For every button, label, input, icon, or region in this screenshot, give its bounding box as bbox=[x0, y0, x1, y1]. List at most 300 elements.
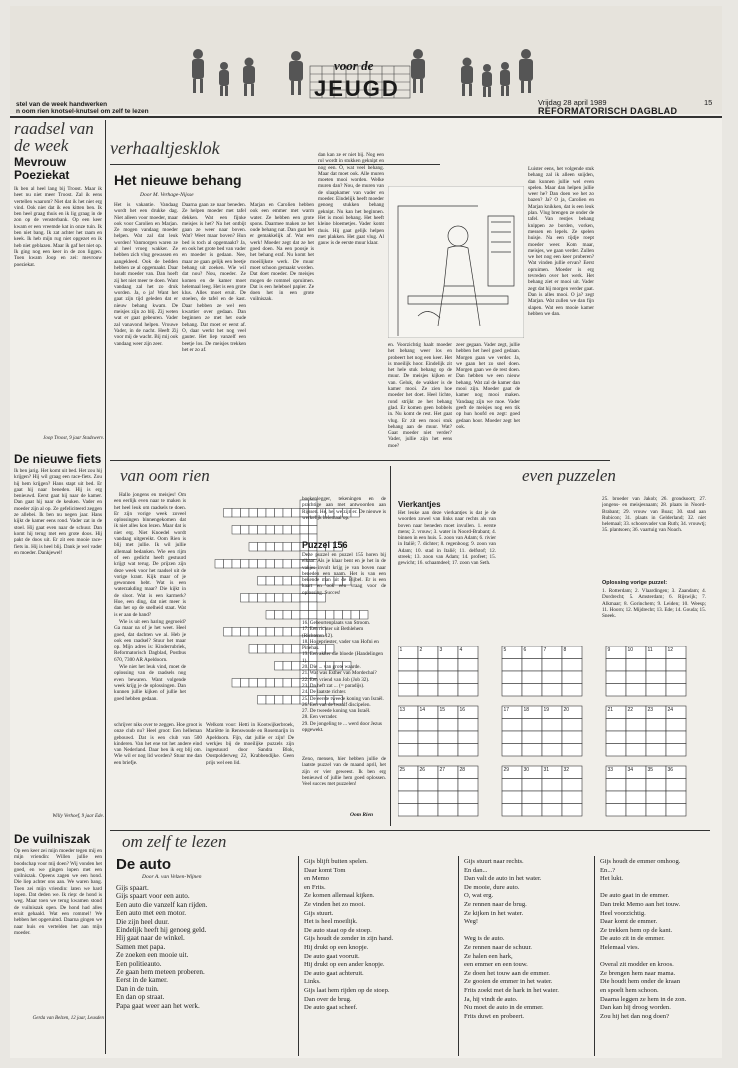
crossword-cell bbox=[266, 577, 275, 586]
oom-closing: Zeno, mensen, hier hebben jullie de laatste puzzel van de maand april, het zijn er vier geweest. Ik ben erg benieuwd of jullie hem goed oplossen. Veel succes met puzzelen! bbox=[302, 756, 386, 788]
vierkantje-number: 18 bbox=[523, 707, 530, 713]
vierkantje-number: 24 bbox=[667, 707, 674, 713]
reading-line: Hij drukt op een ander knopje. bbox=[304, 961, 385, 969]
crossword-cell bbox=[275, 679, 284, 688]
vierkantjes-title: Vierkantjes bbox=[398, 500, 441, 509]
vierkantje-number: 13 bbox=[399, 707, 406, 713]
crossword-cell bbox=[283, 543, 292, 552]
reading-line: Een auto die vanzelf kan rijden. bbox=[116, 900, 208, 909]
vierkantje-cell bbox=[606, 684, 626, 697]
puzzle-title: Puzzel 156 bbox=[302, 540, 348, 550]
zelf-section-heading: om zelf te lezen bbox=[122, 832, 227, 851]
vierkantje-cell bbox=[398, 659, 418, 672]
reading-line: Dan trekt Memo aan het touw. bbox=[600, 900, 681, 908]
reading-line: Samen met papa. bbox=[116, 942, 166, 951]
reading-line: Ze vinden het zo mooi. bbox=[304, 900, 365, 908]
zelf-divider-1 bbox=[298, 856, 299, 1056]
clue-item: 24. De laatste richter. bbox=[302, 689, 347, 696]
crossword-cell bbox=[275, 696, 284, 705]
story-title: Het nieuwe behang bbox=[114, 172, 242, 188]
crossword-cell bbox=[224, 509, 233, 518]
vierkantje-number: 23 bbox=[647, 707, 654, 713]
vierkantje-cell bbox=[646, 719, 666, 732]
vierkantje-number: 21 bbox=[607, 707, 614, 713]
vierkantje-cell bbox=[458, 744, 478, 757]
crossword-cell bbox=[283, 594, 292, 603]
left-section-heading: raadsel van de week bbox=[14, 119, 94, 155]
vierkantje-cell bbox=[626, 804, 646, 817]
vierkantje-cell bbox=[646, 659, 666, 672]
oom-section-heading: van oom rien bbox=[120, 466, 210, 485]
reading-line: Gijs spaart. bbox=[116, 884, 149, 892]
crossword-cell bbox=[232, 560, 241, 569]
masthead bbox=[10, 6, 722, 114]
reading-line: En dan... bbox=[464, 866, 488, 874]
crossword-cell bbox=[283, 696, 292, 705]
zelf-author: Door A. van Velzen-Wijnen bbox=[142, 874, 202, 880]
reading-line bbox=[464, 927, 590, 936]
article-title-vuilniszak: De vuilniszak bbox=[14, 832, 91, 846]
reading-line: Ze gooien de emmer in het water. bbox=[464, 978, 553, 986]
crossword-cell bbox=[292, 543, 301, 552]
crossword-cell bbox=[275, 543, 284, 552]
vierkantje-cell bbox=[418, 684, 438, 697]
vierkantje-cell bbox=[458, 731, 478, 744]
article-body-nieuwe-fiets: Ik ben jarig. Het komt uit bed. Het zou hij krijgen? Hij wil graag een race-fiets. Zou hij hem krijgen? Hans stapt uit bed. Er gaat hij naar beneden. Hij is erg benieuwd. Eerst gaat hij naar de kamer. Dan gaat hij naar de keuken. Vader en moeder zijn al op. Ze gefeliciteerd zeggen ze allebei. Ik ben nu negen jaar. Hans kijkt de kamer eens rond. Vader zat in de stoel. Hij gaat even naar de schuur. Dan komt hij terug met een grote doos. Hij pakt de doos uit. Er zit een mooie race-fiets in. Hij is heel blij. Dank je wel vader en moeder. Dankjewel! bbox=[14, 468, 102, 556]
zelf-col-3 bbox=[464, 858, 590, 1021]
reading-line: Ze gaan hem meteen proberen. bbox=[116, 968, 205, 977]
clue-item: 17. Een richter uit Bethlehem (Richteren 12). bbox=[302, 626, 364, 639]
story-section-heading: verhaaltjesklok bbox=[110, 138, 220, 158]
masthead-rule bbox=[10, 116, 722, 118]
reading-line: De auto gaat achteruit. bbox=[304, 969, 364, 977]
article-body-vuilniszak: Op een keer zei mijn moeder tegen mij en mijn vriendin: Willen jullie een boodschap voor mij doen? Wij vonden het goed, en we gingen lopen met een vuilniszak. Opeens zagen we een hond. Die liep achter ons aan. We waren bang. Toen zei mijn vriendin: laten we hard lopen. Dat deden we. Ik riep: de hond is weg. Maar toen we terug kwamen stond de vuilniszak open. De hond had alles eruit gehaald. Wat een rommel! We hebben het opgeruimd. Daarna gingen we naar huis en vertelden het aan mijn moeder. bbox=[14, 848, 102, 936]
vierkantje-cell bbox=[562, 779, 582, 792]
vierkantje-cell bbox=[606, 779, 626, 792]
reading-line: Ze doen het touw aan de emmer. bbox=[464, 969, 550, 977]
vierkantje-cell bbox=[562, 671, 582, 684]
reading-line: De auto gaat vooruit. bbox=[304, 952, 360, 960]
reading-line: De auto zit in de emmer. bbox=[600, 935, 665, 943]
crossword-cell bbox=[283, 560, 292, 569]
vierkantje-cell bbox=[626, 659, 646, 672]
crossword-cell bbox=[258, 560, 267, 569]
clue-item: 22. Een vriend van Job (Job 32). bbox=[302, 676, 370, 683]
vierkantje-cell bbox=[626, 731, 646, 744]
crossword-cell bbox=[275, 577, 284, 586]
reading-line: Helemaal vies. bbox=[600, 943, 640, 951]
crossword-cell bbox=[283, 662, 292, 671]
vierkantje-cell bbox=[458, 719, 478, 732]
story-author: Door M. Verhage-Nijsse bbox=[140, 192, 194, 198]
reading-line: en spoelt hem schoon. bbox=[600, 986, 659, 994]
vierkantje-cell bbox=[502, 671, 522, 684]
reading-line: De auto gaat in de emmer. bbox=[600, 892, 670, 900]
vierkantjes-grids bbox=[398, 646, 718, 828]
vierkantje-cell bbox=[666, 719, 686, 732]
reading-line: O, wat erg. bbox=[464, 892, 494, 900]
vierkantje-number: 7 bbox=[543, 647, 547, 653]
reading-line: Dan over de brug. bbox=[304, 995, 352, 1003]
article-title-nieuwe-fiets: De nieuwe fiets bbox=[14, 452, 102, 466]
vierkantje-cell bbox=[606, 744, 626, 757]
reading-line: Daar komt de emmer. bbox=[600, 918, 658, 926]
vierkantje-number: 27 bbox=[439, 767, 446, 773]
story-col-3: Marjan en Carolien hebben ook een emmer met warm water. Ze hebben een grote spons. Daarmee maken ze het oude behang nat. Dan gaat het er gemakkelijk af. Wat een werk! Moeder zegt dat ze het goed doen. Na een poosje is het behang eraf. Nu komt het moeilijkste werk. De muur moet schoon gemaakt worden. Dat doet moeder. De meisjes mogen de rommel opruimen. Dat is een heleboel papier. Ze doen het in een grote vuilniszak. bbox=[250, 202, 314, 303]
vierkantje-number: 15 bbox=[439, 707, 446, 713]
crossword-cell bbox=[241, 526, 250, 535]
vierkantje-cell bbox=[438, 744, 458, 757]
crossword-cell bbox=[258, 628, 267, 637]
vierkantje-cell bbox=[606, 731, 626, 744]
reading-line: Eindelijk heeft hij genoeg geld. bbox=[116, 926, 207, 935]
crossword-cell bbox=[266, 628, 275, 637]
crossword-cell bbox=[283, 679, 292, 688]
vierkantje-cell bbox=[398, 804, 418, 817]
reading-line: Ze trekken hem op de kant. bbox=[600, 926, 673, 934]
vierkantje-number: 16 bbox=[459, 707, 466, 713]
crossword-cell bbox=[249, 594, 258, 603]
vierkantje-cell bbox=[542, 779, 562, 792]
reading-line: Papa gaat weer aan het werk. bbox=[116, 1001, 200, 1010]
vierkantje-number: 11 bbox=[647, 647, 653, 653]
crossword-cell bbox=[292, 560, 301, 569]
vierkantje-cell bbox=[542, 804, 562, 817]
vierkantje-cell bbox=[522, 719, 542, 732]
crossword-cell bbox=[266, 560, 275, 569]
puzzle-column-divider bbox=[390, 466, 391, 826]
vierkantje-number: 26 bbox=[419, 767, 426, 773]
crossword-cell bbox=[258, 696, 267, 705]
vierkantje-number: 28 bbox=[459, 767, 466, 773]
vierkantje-number: 17 bbox=[503, 707, 510, 713]
reading-line: Eerst in de kamer. bbox=[116, 976, 168, 985]
zelf-divider-3 bbox=[594, 856, 595, 1056]
reading-line: Frits zoekt met de hark in het water. bbox=[464, 986, 559, 994]
vierkantje-number: 31 bbox=[543, 767, 550, 773]
vierkantje-cell bbox=[562, 659, 582, 672]
reading-line: Ze halen een hark, bbox=[464, 952, 513, 960]
crossword-cell bbox=[249, 526, 258, 535]
reading-line: En...? bbox=[600, 866, 616, 874]
vierkantje-cell bbox=[562, 684, 582, 697]
crossword-cell bbox=[258, 594, 267, 603]
vierkantje-cell bbox=[606, 791, 626, 804]
zelf-divider-2 bbox=[458, 856, 459, 1056]
crossword-cell bbox=[275, 662, 284, 671]
vierkantje-cell bbox=[502, 791, 522, 804]
crossword-cell bbox=[292, 611, 301, 620]
reading-line: Gijs laat hem rijden op de stoep. bbox=[304, 986, 390, 994]
newspaper-page bbox=[10, 6, 722, 1058]
crossword-cell bbox=[249, 560, 258, 569]
logo-voor-de: voor de bbox=[334, 58, 374, 73]
reading-line: Links. bbox=[304, 978, 321, 986]
crossword-cell bbox=[292, 577, 301, 586]
crossword-cell bbox=[266, 645, 275, 654]
vierkantje-cell bbox=[646, 684, 666, 697]
crossword-cell bbox=[283, 628, 292, 637]
vierkantje-cell bbox=[522, 659, 542, 672]
vierkantje-number: 33 bbox=[607, 767, 614, 773]
vierkantje-cell bbox=[626, 779, 646, 792]
vierkantje-cell bbox=[458, 684, 478, 697]
crossword-cell bbox=[266, 611, 275, 620]
vierkantje-cell bbox=[418, 779, 438, 792]
oom-bottom-mid: Welkom voor: Hetti in Kootwijkerbroek, Mariëtte in Renswoude en Rosemarijn in Apeldoorn. Fijn, dat jullie er zijn! De werkjes bij de moeilijke puzzels zijn ingestuurd door Sandra Blok, Oostpolderweg 22, Krabbendijke. Geen prijs wel een lid. bbox=[206, 722, 294, 766]
vierkantje-number: 6 bbox=[523, 647, 527, 653]
reading-line: en Memo bbox=[304, 875, 330, 883]
story-col-5: en. Voorzichtig haalt moeder het behang weer los en probeert het nog een keer. Het is moeilijk hoor. Eindelijk zit het hele stuk behang op de muur. De meisjes kijken er van. Geluk, de wakker is de kamer mooi. Ze zien hoe moeder het doet. Heel lichte, rond strijkt ze het behang glad. Er komen geen bobbels in. Nu komt de rest. Het gaat vlug. Er zit een mooi stuk behang aan de muur. Wat? Gaat moeder niet verder? Vader, jullie zijn het eens moe? bbox=[388, 342, 452, 449]
reading-line: Een auto met een motor. bbox=[116, 909, 187, 918]
story-col-6: zeer gegaan. Vader zegt, jullie hebben het heel goed gedaan. Morgen gaan we verder. Ja, we gaan het zo snel doen. Morgen gaan we de rest doen. Dan hebben we een nieuw behang. Wat zal de kamer dan mooi zijn. Moeder gaat de kamer nog mooi maken. Vandaag zijn we moe. Vader geeft de meisjes nog een tik op hun hoofd en zegt: goed gedaan hoor. Moeder zegt het ook. bbox=[456, 342, 520, 430]
reading-line: Gijs blijft buiten spelen. bbox=[304, 858, 368, 865]
vierkantje-cell bbox=[502, 744, 522, 757]
crossword-cell bbox=[292, 594, 301, 603]
vierkantje-cell bbox=[418, 804, 438, 817]
vierkantje-cell bbox=[502, 659, 522, 672]
vierkantje-cell bbox=[438, 719, 458, 732]
oom-intro-p2: Wie is uit een haring gegroeid? Ga maar na of je het weet. Heel goed, dat dachten we al. Heb je ook een raadsel? Stuur het maar op. Mijn adres is: Kinderrubriek, Reformatorisch Dagblad, Postbus 670, 7300 AR Apeldoorn. bbox=[114, 618, 186, 663]
vierkantje-cell bbox=[418, 791, 438, 804]
vierkantje-cell bbox=[418, 719, 438, 732]
crossword-cell bbox=[292, 662, 301, 671]
vierkantje-cell bbox=[562, 719, 582, 732]
vierkantje-cell bbox=[606, 659, 626, 672]
vierkantje-number: 12 bbox=[667, 647, 674, 653]
vierkantje-cell bbox=[398, 671, 418, 684]
oom-bottom-left: schrijver niks over te zeggen. Hoe groot is onze club nu? Heel groot: Een helleman gebouwd. Dat is een club van 500 kinderen. Van het ene tot het andere eind van Nederland. Daar ben ik erg blij om. Wie wil er nog lid worden? Stuur me dan een briefje. bbox=[114, 722, 202, 766]
vierkantje-cell bbox=[562, 791, 582, 804]
vierkantje-number: 29 bbox=[503, 767, 510, 773]
reading-line: Ze brengen hem naar mama. bbox=[600, 969, 676, 977]
reading-line: Dan kan hij droog worden. bbox=[600, 1004, 671, 1012]
clue-item: 29. De jongeling te ... werd door Jezus opgewekt. bbox=[302, 720, 382, 734]
article-title-mevrouw-poeziekat: Mevrouw Poeziekat bbox=[14, 155, 70, 182]
reading-line bbox=[600, 953, 718, 962]
puzzel-section-heading: even puzzelen bbox=[522, 466, 616, 485]
crossword-cell bbox=[232, 526, 241, 535]
vierkantje-number: 36 bbox=[667, 767, 674, 773]
vierkantje-cell bbox=[458, 779, 478, 792]
vierkantje-cell bbox=[458, 671, 478, 684]
reading-line: Overal zit modder en kroos. bbox=[600, 961, 674, 969]
vierkantje-cell bbox=[398, 731, 418, 744]
vierkantje-cell bbox=[438, 671, 458, 684]
crossword-cell bbox=[292, 645, 301, 654]
zelf-top-rule bbox=[110, 830, 710, 831]
crossword-cell bbox=[258, 577, 267, 586]
vierkantje-cell bbox=[398, 744, 418, 757]
reading-line: Gijs stuurt. bbox=[304, 909, 334, 917]
vierkantje-cell bbox=[606, 804, 626, 817]
reading-line: een emmer en een touw. bbox=[464, 961, 528, 969]
crossword-cell bbox=[266, 679, 275, 688]
crossword-cell bbox=[283, 526, 292, 535]
vierkantje-number: 30 bbox=[523, 767, 530, 773]
vierkantje-cell bbox=[438, 659, 458, 672]
vierkantje-cell bbox=[458, 791, 478, 804]
left-column-divider bbox=[105, 120, 106, 1054]
vierkantje-cell bbox=[646, 744, 666, 757]
oom-intro bbox=[114, 492, 186, 720]
crossword-cell bbox=[258, 679, 267, 688]
crossword-cell bbox=[241, 560, 250, 569]
crossword-cell bbox=[283, 509, 292, 518]
vierkantje-cell bbox=[666, 791, 686, 804]
vierkantje-number: 35 bbox=[647, 767, 654, 773]
vierkantje-cell bbox=[542, 744, 562, 757]
vierkantje-cell bbox=[398, 791, 418, 804]
vierkantjes-right-text: 25. broeder van Jakob; 26. grondsoort; 27. jongens- en meisjesnaam; 28. plaats in Noord-Brabant; 29. vrouw van Boaz; 30. stad aan Rubicon; 31. plaats in Gelderland; 32. niet helemaal; 33. schoonvader van Ruth; 34. vrouwtj; 35. plantsoen; 36. vaartuig van Noach. bbox=[602, 496, 706, 534]
signature-1: Joop Troost, 9 jaar Stadswerv. bbox=[43, 436, 104, 441]
crossword-cell bbox=[249, 645, 258, 654]
reading-line bbox=[600, 884, 718, 893]
crossword-cell bbox=[258, 543, 267, 552]
vierkantje-cell bbox=[646, 804, 666, 817]
vierkantje-cell bbox=[398, 719, 418, 732]
reading-line: Dan valt de auto in het water. bbox=[464, 875, 542, 883]
clue-item: 20. Die ... van grote waarde. bbox=[302, 664, 361, 671]
vierkantje-cell bbox=[666, 659, 686, 672]
clue-item: 28. Een verrader. bbox=[302, 714, 338, 721]
reading-line: Gijs spaart voor een auto. bbox=[116, 892, 190, 901]
signature-2: Willy Verhoef, 9 jaar Ede. bbox=[52, 814, 104, 819]
vierkantje-cell bbox=[438, 804, 458, 817]
crossword-cell bbox=[275, 628, 284, 637]
crossword-cell bbox=[258, 645, 267, 654]
clue-item: 25. De eerste tweede koning van Israël. bbox=[302, 695, 384, 702]
page-number: 15 bbox=[704, 98, 713, 107]
vierkantje-cell bbox=[626, 744, 646, 757]
crossword-cell bbox=[275, 611, 284, 620]
vierkantje-cell bbox=[438, 791, 458, 804]
vierkantje-cell bbox=[646, 671, 666, 684]
reading-line: Gijs houdt de zender in zijn hand. bbox=[304, 935, 394, 943]
vierkantje-cell bbox=[542, 671, 562, 684]
zelf-col-2 bbox=[304, 858, 454, 1013]
vierkantje-cell bbox=[438, 779, 458, 792]
crossword-cell bbox=[241, 594, 250, 603]
clue-item: 26. Een van de twaalf discipelen. bbox=[302, 701, 371, 708]
vierkantje-cell bbox=[522, 779, 542, 792]
vierkantje-cell bbox=[522, 804, 542, 817]
reading-line: Ze rennen naar de schuur. bbox=[464, 943, 532, 951]
reading-line: Zou hij het dan nog doen? bbox=[600, 1012, 670, 1020]
vierkantje-cell bbox=[542, 659, 562, 672]
vierkantje-number: 2 bbox=[419, 647, 423, 653]
clue-item: 23. Da heft zat ... (= paradijs). bbox=[302, 682, 365, 689]
vierkantje-cell bbox=[418, 731, 438, 744]
crossword-cell bbox=[258, 509, 267, 518]
reading-line: Ze rennen naar de brug. bbox=[464, 900, 527, 908]
clue-item: 21. Wat was Esther van Mordechai? bbox=[302, 670, 377, 677]
story-col-4: dan kan ze er niet bij. Nog een rol wordt in stukken geknipt en nog een. O, wat veel behang. Maar dat moet ook. Alle muren moeten mooi worden. Welke muren dan? Nou, de muren van de slaapkamer van vader en moeder. Eindelijk heeft moeder genoeg stukken behang geknipt. Nu kan het beginnen. Het is mooi behang. Het heeft kleine bloemetjes. Vader komt thuis. Hij gaat gelijk helpen met plakken. Het gaat vlug. Al gauw is de eerste muur klaar. bbox=[318, 152, 384, 247]
story-col-1: Het is vakantie. Vandaag wordt het een drukke dag. Niet alleen voor moeder, maar ook voor Carolien en Marjan. Ze mogen vandaag moeder helpen. Wat zal dat leuk worden! Vanmorgen waren ze al heel vroeg wakker. Ze hebben zich vlug gewassen en aangekleed. Ook de bedden hebben ze al opgemaakt. Daar houdt moeder van. Dan hoeft zij het niet meer te doen. Want vandaag zal het zo druk worden. Ja, o ja! Want het gaat zijn tijd geleden dat er nieuw behang kwam. De meisjes zijn zo blij. Zij weten wat er gaat gebeuren. Vader zal vanavond helpen. Vrouwe Vader, in de nacht. Heeft Zij voor mij de wacht. Bij mij ook vandaag weer zijn zeer. bbox=[114, 202, 178, 347]
clue-item: 19. Een akker die bloede (Handelingen 1). bbox=[302, 651, 383, 664]
vierkantje-number: 32 bbox=[563, 767, 570, 773]
crossword-cell bbox=[249, 679, 258, 688]
reading-line: Ze kijken in het water. bbox=[464, 909, 524, 917]
crossword-cell bbox=[215, 560, 224, 569]
masthead-left-line1: stel van de week handwerken bbox=[16, 101, 108, 108]
crossword-cell bbox=[292, 679, 301, 688]
signature-3: Gerda van Belzen, 12 jaar, Leusden bbox=[32, 1016, 104, 1021]
article-body-mevrouw-poeziekat: Ik ben al heel lang bij Troost. Maar ik heet nu niet meer Troost. Zal ik eens vertellen waarom? Niet dat ik het niet erg vind. Ook niet dat ik een kitten ben. Ik ben heel graag thuis en ik lig graag in de zon op de vensterbank. Op een keer kwam er een vreemde kat in onze tuin. Ik ben niet bang. Ik zat achter het raam en keek. Ik heb mijn rug niet opgezet en ik heb niet geblazen. Maar ik gaf het niet op. Ik ging nog een keer in de zon liggen. Toen kwam Joop en zei: mevrouw poeziekat. bbox=[14, 186, 102, 268]
crossword-cell bbox=[232, 509, 241, 518]
vierkantje-cell bbox=[502, 779, 522, 792]
vierkantje-cell bbox=[458, 659, 478, 672]
clue-item: 18. Hogepriester, vader van Hofni en Pinehas. bbox=[302, 638, 379, 652]
reading-line: Die houdt hem onder de kraan bbox=[600, 978, 681, 986]
vierkantje-cell bbox=[502, 684, 522, 697]
reading-line: Weg is de auto. bbox=[464, 935, 505, 943]
vierkantje-cell bbox=[626, 791, 646, 804]
vierkantje-cell bbox=[542, 791, 562, 804]
vierkantje-number: 3 bbox=[439, 647, 443, 653]
vierkantje-cell bbox=[666, 671, 686, 684]
crossword-cell bbox=[241, 509, 250, 518]
reading-line: Ze komen allemaal kijken. bbox=[304, 892, 375, 900]
vierkantje-cell bbox=[666, 684, 686, 697]
vierkantje-cell bbox=[646, 791, 666, 804]
story-col-2: Daarna gaan ze naar beneden. Ze helpen moeder met tafel dekken. Wat een fijnke meisjes is het? Na het ontbijt gaan ze weer naar boven. Wat? Weet maar boven? Hun bed is toch al opgemaakt? Ja, en ook het grote bed van vader en moeder is gedaan. Nee, maar ze gaan gelijk een beetje behang uit zoeken. Wie wil dat nou? Nou, moeder. Ze komen en de kamer moet helemaal leeg. Het is een grote klus. Alles moet eruit. De stoelen, de tafel en de kast. Daar hebben ze wel een kwartier over gedaan. Dan beginnen ze met het oude behang. Dat moet er eerst af. O, daar werkt het nog veel gauter. Het liep vanzelf een beetje los. De meisjes trekken het er zo af. bbox=[182, 202, 246, 353]
vierkantje-number: 10 bbox=[627, 647, 634, 653]
reading-line: Daarna leggen ze hem in de zon. bbox=[600, 995, 687, 1003]
reading-line: Hij gaat naar de winkel. bbox=[116, 934, 185, 943]
vierkantje-number: 1 bbox=[399, 647, 403, 653]
vierkantje-cell bbox=[418, 744, 438, 757]
vierkantje-cell bbox=[398, 684, 418, 697]
clue-item: 27. De tweede koning van Israël. bbox=[302, 708, 371, 715]
vierkantjes-text: Het leuke aan deze vierkantjes is dat je de woorden zowel van links naar rechts als van boven naar beneden moet invullen. 1. eerste mens; 2. vrouw; 3. water in Noord-Brabant; 4. binnen in een huis. 5. zoon van Adam; 6. rivier in Italië; 7. dichter; 8. regenboog; 9. zoon van Adam; 10. stad in Italië; 11. delfstof; 12. streek; 13. zoon van Adam; 14. profeet; 15. gewicht; 16. schaamdeel; 17. zoon van Seth. bbox=[398, 510, 496, 567]
crossword-cell bbox=[275, 526, 284, 535]
vierkantje-number: 4 bbox=[459, 647, 463, 653]
vierkantje-cell bbox=[626, 671, 646, 684]
crossword-cell bbox=[275, 560, 284, 569]
crossword-cell bbox=[258, 526, 267, 535]
crossword-cell bbox=[249, 628, 258, 637]
vierkantje-cell bbox=[522, 684, 542, 697]
vierkantje-cell bbox=[542, 719, 562, 732]
oplossing-title: Oplossing vorige puzzel: bbox=[602, 580, 668, 586]
reading-line: De auto gaat scheef. bbox=[304, 1004, 358, 1012]
clue-item: 16. Gebeortenplaats van Stroom. bbox=[302, 620, 371, 626]
reading-line: Heel voorzichtig. bbox=[600, 909, 646, 917]
vierkantje-cell bbox=[522, 731, 542, 744]
reading-line: Een politieauto. bbox=[116, 959, 162, 968]
vierkantje-cell bbox=[562, 744, 582, 757]
vierkantje-number: 34 bbox=[627, 767, 634, 773]
vierkantje-cell bbox=[398, 779, 418, 792]
reading-line: De mooie, dure auto. bbox=[464, 883, 520, 891]
reading-line: Nu moet de auto in de emmer. bbox=[464, 1004, 544, 1012]
vierkantje-cell bbox=[502, 804, 522, 817]
zelf-col-1 bbox=[116, 884, 294, 1010]
crossword-cell bbox=[292, 526, 301, 535]
vierkantje-cell bbox=[458, 804, 478, 817]
crossword-cell bbox=[266, 509, 275, 518]
crossword-cell bbox=[275, 645, 284, 654]
reading-line: Frits duwt en probeert. bbox=[464, 1012, 525, 1020]
crossword-cell bbox=[249, 543, 258, 552]
crossword-cell bbox=[283, 577, 292, 586]
logo-jeugd: JEUGD bbox=[314, 76, 400, 101]
story-rule bbox=[110, 164, 440, 165]
reading-line: Daar komt Tom bbox=[304, 866, 346, 874]
story-bottom-rule bbox=[110, 460, 610, 461]
crossword-cell bbox=[224, 628, 233, 637]
